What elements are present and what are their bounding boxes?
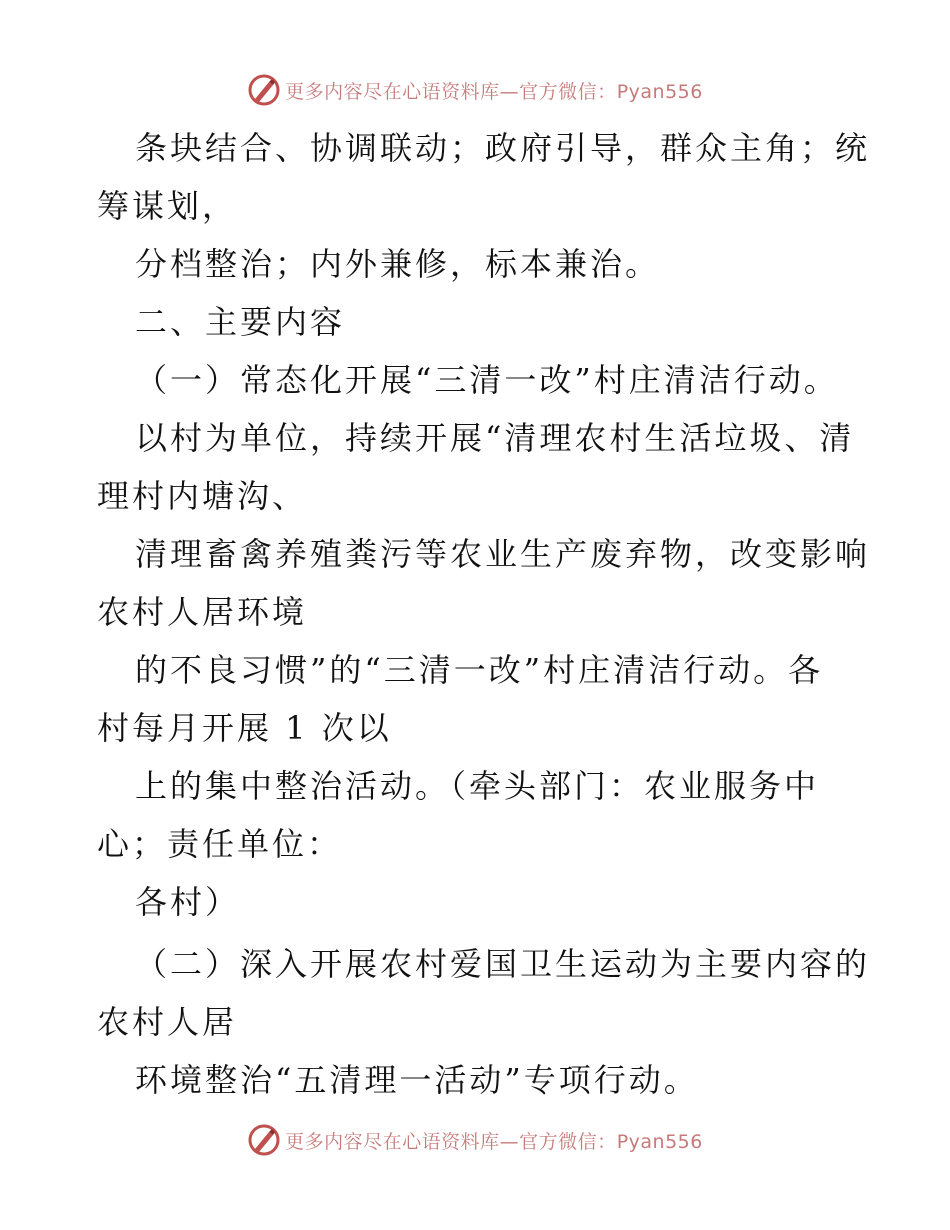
subsection-heading: （一）常态化开展“三清一改”村庄清洁行动。 [135,361,839,399]
text-line: 心；责任单位： [97,825,343,863]
pen-logo-icon [247,1123,281,1157]
subsection-heading: （二）深入开展农村爱国卫生运动为主要内容的 [135,945,871,983]
text-line: 的不良习惯”的“三清一改”村庄清洁行动。各 [135,651,824,689]
text-line: 清理畜禽养殖粪污等农业生产废弃物，改变影响 [135,535,871,573]
text-line: 农村人居 [97,1003,238,1041]
watermark-dash: — [499,1130,520,1153]
text-line: 环境整治“五清理一活动”专项行动。 [135,1061,699,1099]
text-line: 上的集中整治活动。（牵头部门：农业服务中 [135,767,820,805]
section-heading: 二、主要内容 [135,303,346,341]
watermark-main-text: 更多内容尽在心语资料库 [285,80,500,103]
text-line: 以村为单位，持续开展“清理农村生活垃圾、清 [135,419,855,457]
header-watermark-banner [0,70,950,110]
watermark-text [285,77,703,104]
watermark-wechat-label: 官方微信： [519,80,617,103]
watermark-text [285,1127,703,1154]
text-line: 各村） [135,883,241,921]
text-line: 理村内塘沟、 [97,477,308,515]
watermark-wechat-label: 官方微信： [519,1130,617,1153]
watermark-wechat-id: Pyan556 [616,80,703,103]
text-line: 村每月开展 1 次以 [97,709,392,747]
pen-logo-icon [247,73,281,107]
watermark-wechat-id: Pyan556 [616,1130,703,1153]
footer-watermark-banner [0,1120,950,1160]
text-line: 农村人居环境 [97,593,308,631]
text-line: 分档整治；内外兼修，标本兼治。 [135,245,661,283]
watermark-main-text: 更多内容尽在心语资料库 [285,1130,500,1153]
text-line: 筹谋划， [97,187,238,225]
text-line: 条块结合、协调联动；政府引导，群众主角；统 [135,129,871,167]
watermark-dash: — [499,80,520,103]
